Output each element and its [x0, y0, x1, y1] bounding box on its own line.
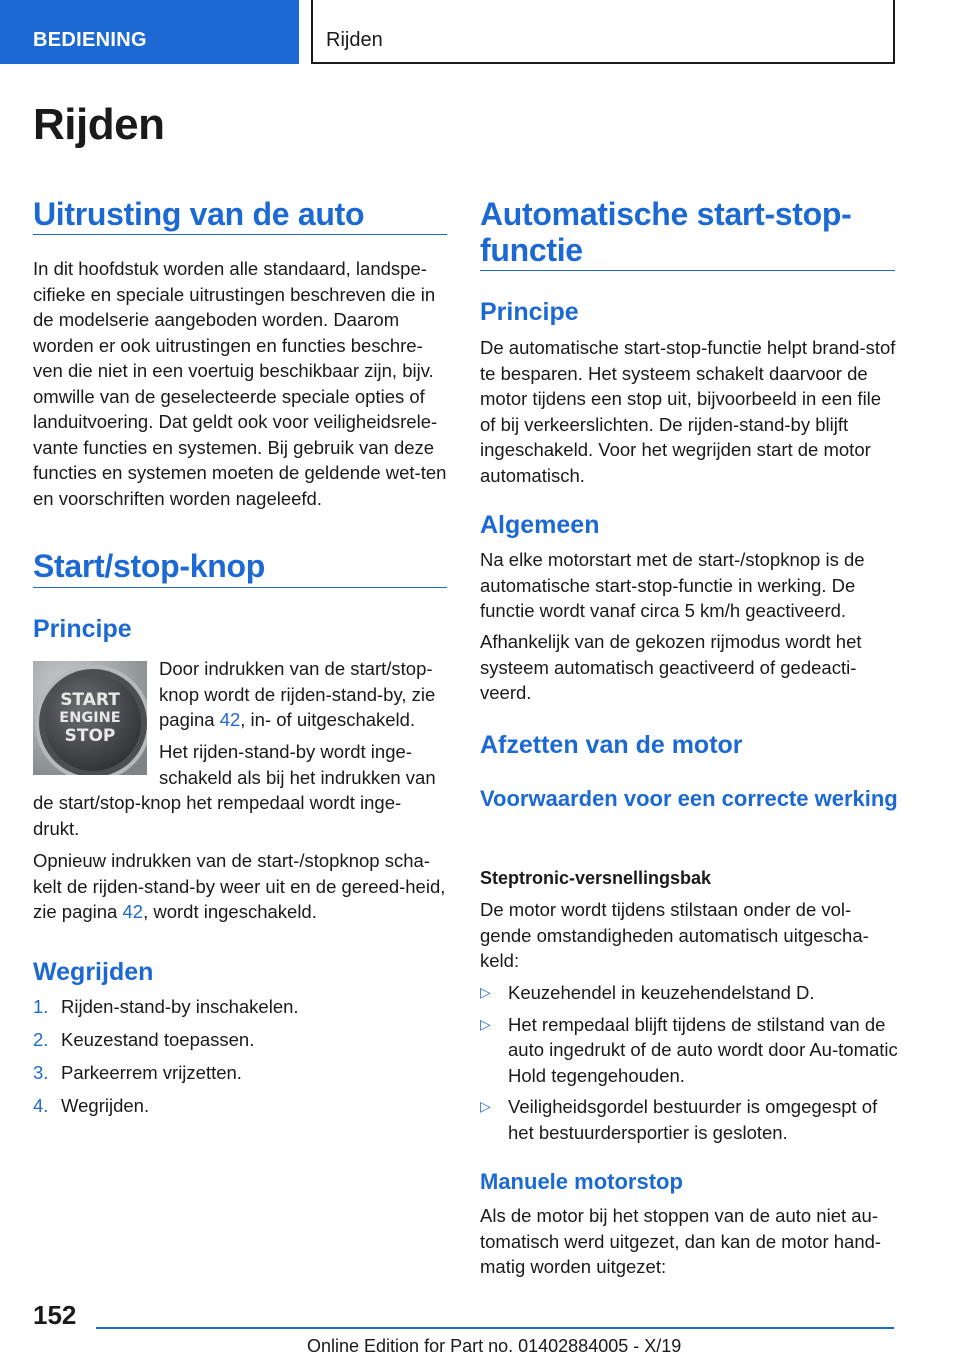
triangle-bullet-icon: ▷ [480, 1098, 491, 1114]
conditions-list [480, 980, 898, 1151]
steptronic-title: Steptronic-versnellingsbak [480, 868, 712, 888]
step-number: 4. [33, 1095, 49, 1116]
footer-edition: Online Edition for Part no. 01402884005 - X/19 [307, 1336, 682, 1356]
list-item [33, 1062, 447, 1095]
triangle-bullet-icon: ▷ [480, 1015, 491, 1032]
principle-paragraph-2-top: Het rijden-stand-by wordt inge- schakeld als bij het indrukken van [159, 741, 436, 788]
title-line-1: Automatische start-stop- [480, 196, 852, 232]
principle-paragraph-1 [159, 656, 451, 733]
startstop-title: Start/stop-knop [33, 548, 265, 584]
bullet-text: Keuzehendel in keuzehendelstand D. [508, 982, 815, 1003]
button-label [33, 691, 147, 745]
general-paragraph-2: Afhankelijk van de gekozen rijmodus wordt het systeem automatisch geactiveerd of gedeacti-veerd. [480, 631, 862, 703]
text-span: Door indrukken van de start/stop-knop wordt de rijden-stand-by, zie pagina [159, 658, 436, 730]
button-label-engine: ENGINE [59, 710, 121, 726]
bullet-text: Veiligheidsgordel bestuurder is omgegespt of het bestuurdersportier is gesloten. [508, 1096, 878, 1143]
page-link-42[interactable]: 42 [122, 901, 144, 922]
principle-title-left: Principe [33, 615, 132, 643]
general-title: Algemeen [480, 511, 600, 539]
section-label: BEDIENING [33, 29, 147, 51]
list-item [480, 1012, 898, 1089]
chapter-label: Rijden [326, 29, 383, 51]
list-item [33, 996, 447, 1029]
text-span: Opnieuw indrukken van de start-/stopknop scha-kelt de rijden-stand-by weer uit en de gereed-heid, zie pagina [33, 850, 446, 922]
page-title: Rijden [33, 100, 165, 149]
list-item [480, 980, 898, 1006]
step-text: Wegrijden. [61, 1095, 150, 1116]
steptronic-text: De motor wordt tijdens stilstaan onder de vol-gende omstandigheden automatisch uitgescha-keld: [480, 899, 869, 971]
list-item [480, 1094, 898, 1145]
footer-rule [96, 1327, 894, 1329]
auto-startstop-title [480, 196, 852, 268]
title-line-2: functie [480, 232, 583, 268]
step-text: Rijden-stand-by inschakelen. [61, 996, 299, 1017]
general-paragraph-1: Na elke motorstart met de start-/stopknop is de automatische start-stop-functie in werking. De functie wordt vanaf circa 5 km/h geactiveerd. [480, 549, 865, 621]
button-label-stop: STOP [64, 726, 116, 746]
text-span: , in- of uitgeschakeld. [240, 709, 416, 730]
step-number: 3. [33, 1062, 49, 1083]
manual-stop-text: Als de motor bij het stoppen van de auto niet au-tomatisch werd uitgezet, dan kan de motor hand-matig worden uitgezet: [480, 1205, 882, 1277]
section-tab [0, 0, 299, 64]
step-number: 2. [33, 1029, 49, 1050]
text-span: , wordt ingeschakeld. [143, 901, 317, 922]
start-engine-stop-button-image [33, 661, 147, 775]
page-number: 152 [33, 1300, 77, 1330]
triangle-bullet-icon: ▷ [480, 984, 491, 1000]
stop-engine-title: Afzetten van de motor [480, 731, 743, 759]
principle-paragraph-2-bottom: de start/stop-knop het rempedaal wordt inge- drukt. [33, 792, 402, 839]
startstop-rule [33, 587, 447, 588]
bullet-text: Het rempedaal blijft tijdens de stilstand van de auto ingedrukt of de auto wordt door Au-tomatic Hold tegengehouden. [508, 1013, 898, 1086]
conditions-title: Voorwaarden voor een correcte werking [480, 786, 898, 811]
equipment-title: Uitrusting van de auto [33, 196, 365, 232]
equipment-text: In dit hoofdstuk worden alle standaard, landspe-cifieke en speciale uitrustingen beschreven die in de modelserie aangeboden worden. Daarom worden er ook uitrustingen en functies beschre-ven die niet in een voertuig beschikbaar zijn, bijv. omwille van de geselecteerde speciale opties of landuitvoering. Dat geldt ook voor veiligheidsrele-vante functies en systemen. Bij gebruik van deze functies en systemen moeten de geldende wet-ten en voorschriften worden nageleefd. [33, 258, 447, 509]
equipment-rule [33, 234, 447, 235]
step-text: Parkeerrem vrijzetten. [61, 1062, 242, 1083]
principle-paragraph-3 [33, 848, 451, 925]
drive-steps [33, 996, 447, 1128]
principle-title-right: Principe [480, 298, 579, 326]
manual-stop-title: Manuele motorstop [480, 1169, 683, 1194]
auto-startstop-rule [480, 270, 895, 271]
chapter-header [311, 0, 895, 64]
drive-title: Wegrijden [33, 958, 154, 986]
step-number: 1. [33, 996, 49, 1017]
page-link-42[interactable]: 42 [219, 709, 241, 730]
principle-text-right: De automatische start-stop-functie helpt brand-stof te besparen. Het systeem schakelt daarvoor de motor tijdens een stop uit, bijvoorbeeld in een file of bij verkeerslichten. De rijden-stand-by blijft ingeschakeld. Voor het wegrijden start de motor automatisch. [480, 337, 896, 486]
list-item [33, 1095, 447, 1128]
list-item [33, 1029, 447, 1062]
button-label-start: START [60, 690, 120, 710]
step-text: Keuzestand toepassen. [61, 1029, 255, 1050]
